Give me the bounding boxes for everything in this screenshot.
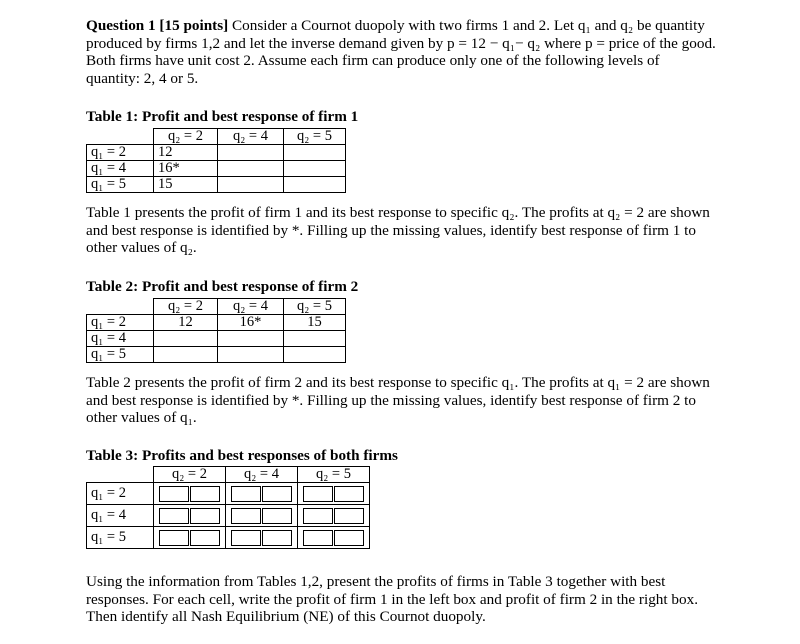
table1-cell — [284, 145, 346, 161]
table3-cell — [226, 505, 298, 527]
table3-cell — [154, 527, 226, 549]
table1-cell — [218, 161, 284, 177]
table2-cell — [154, 347, 218, 363]
firm2-profit-box[interactable] — [262, 530, 292, 546]
table3-cell — [226, 527, 298, 549]
table1-cell — [284, 177, 346, 193]
table3-col-header: q₂ = 2 — [154, 467, 226, 483]
table2-col-header: q₂ = 5 — [284, 299, 346, 315]
firm2-profit-box[interactable] — [190, 530, 220, 546]
table-row — [87, 145, 346, 161]
table2-caption: Table 2: Profit and best response of firm 2 — [86, 278, 359, 295]
table1-col-header: q₂ = 2 — [154, 129, 218, 145]
table1-cell: 15 — [154, 177, 218, 193]
table2-header-row — [87, 299, 346, 315]
table3-col-header: q₂ = 5 — [298, 467, 370, 483]
table2-row-label: q₁ = 4 — [87, 331, 154, 347]
firm1-profit-box[interactable] — [303, 530, 333, 546]
table-row — [87, 161, 346, 177]
firm2-profit-box[interactable] — [190, 486, 220, 502]
table2-cell — [284, 347, 346, 363]
table1 — [86, 128, 346, 193]
final-instruction: Using the information from Tables 1,2, present the profits of firms in Table 3 together with best responses. For each cell, write the profit of firm 1 in the left box and profit of firm 2 in the right box. Then identify all Nash Equilibrium (NE) of this Cournot duopoly. — [86, 573, 698, 625]
firm1-profit-box[interactable] — [231, 486, 261, 502]
table2 — [86, 298, 346, 363]
table2-row-label: q₁ = 2 — [87, 315, 154, 331]
table2-cell — [154, 331, 218, 347]
table1-header-row — [87, 129, 346, 145]
table2-col-header: q₂ = 4 — [218, 299, 284, 315]
table2-cell — [218, 347, 284, 363]
table-row — [87, 505, 370, 527]
table1-col-header: q₂ = 4 — [218, 129, 284, 145]
table3-row-label: q₁ = 5 — [87, 527, 154, 549]
table1-cell: 12 — [154, 145, 218, 161]
table3-caption: Table 3: Profits and best responses of both firms — [86, 447, 398, 464]
firm2-profit-box[interactable] — [334, 508, 364, 524]
table2-row-label: q₁ = 5 — [87, 347, 154, 363]
table1-row-label: q₁ = 4 — [87, 161, 154, 177]
firm2-profit-box[interactable] — [262, 508, 292, 524]
firm2-profit-box[interactable] — [262, 486, 292, 502]
question-paragraph — [86, 17, 716, 87]
table3-cell — [154, 505, 226, 527]
table3 — [86, 466, 370, 549]
table3-col-header: q₂ = 4 — [226, 467, 298, 483]
table-row — [87, 177, 346, 193]
question-label: Question 1 [15 points] — [86, 17, 229, 34]
firm1-profit-box[interactable] — [159, 508, 189, 524]
table3-row-label: q₁ = 4 — [87, 505, 154, 527]
firm2-profit-box[interactable] — [334, 530, 364, 546]
firm1-profit-box[interactable] — [303, 508, 333, 524]
table2-col-header: q₂ = 2 — [154, 299, 218, 315]
table1-row-label: q₁ = 2 — [87, 145, 154, 161]
table2-cell: 16* — [218, 315, 284, 331]
table1-cell — [218, 177, 284, 193]
firm1-profit-box[interactable] — [159, 530, 189, 546]
table3-cell — [298, 527, 370, 549]
table1-cell — [218, 145, 284, 161]
table3-cell — [154, 483, 226, 505]
table2-cell: 15 — [284, 315, 346, 331]
table3-cell — [298, 505, 370, 527]
table3-corner — [87, 467, 154, 483]
question-text: Consider a Cournot duopoly with two firms 1 and 2. Let q₁ and q₂ be quantity produced by firms 1,2 and let the inverse demand given by p = 12 − q₁− q₂ where p = price of the good. Both firms have unit cost 2. Assume each firm can produce only one of the following levels of quantity: 2, 4 or 5. — [86, 17, 716, 87]
table2-note: Table 2 presents the profit of firm 2 and its best response to specific q₁. The profits at q₁ = 2 are shown and best response is identified by *. Filling up the missing values, identify best response of firm 2 to other values of q₁. — [86, 374, 710, 426]
firm1-profit-box[interactable] — [231, 530, 261, 546]
table-row — [87, 315, 346, 331]
table1-corner — [87, 129, 154, 145]
table1-note: Table 1 presents the profit of firm 1 and its best response to specific q₂. The profits at q₂ = 2 are shown and best response is identified by *. Filling up the missing values, identify best response of firm 1 to other values of q₂. — [86, 204, 710, 256]
firm2-profit-box[interactable] — [334, 486, 364, 502]
table2-cell — [218, 331, 284, 347]
firm1-profit-box[interactable] — [303, 486, 333, 502]
table3-header-row — [87, 467, 370, 483]
table2-cell — [284, 331, 346, 347]
table-row — [87, 347, 346, 363]
table-row — [87, 331, 346, 347]
table1-row-label: q₁ = 5 — [87, 177, 154, 193]
firm2-profit-box[interactable] — [190, 508, 220, 524]
table1-col-header: q₂ = 5 — [284, 129, 346, 145]
table-row — [87, 527, 370, 549]
table2-cell: 12 — [154, 315, 218, 331]
table1-cell: 16* — [154, 161, 218, 177]
table3-row-label: q₁ = 2 — [87, 483, 154, 505]
table1-cell — [284, 161, 346, 177]
table-row — [87, 483, 370, 505]
table1-caption: Table 1: Profit and best response of firm 1 — [86, 108, 359, 125]
table3-cell — [226, 483, 298, 505]
firm1-profit-box[interactable] — [231, 508, 261, 524]
firm1-profit-box[interactable] — [159, 486, 189, 502]
table3-cell — [298, 483, 370, 505]
table2-corner — [87, 299, 154, 315]
